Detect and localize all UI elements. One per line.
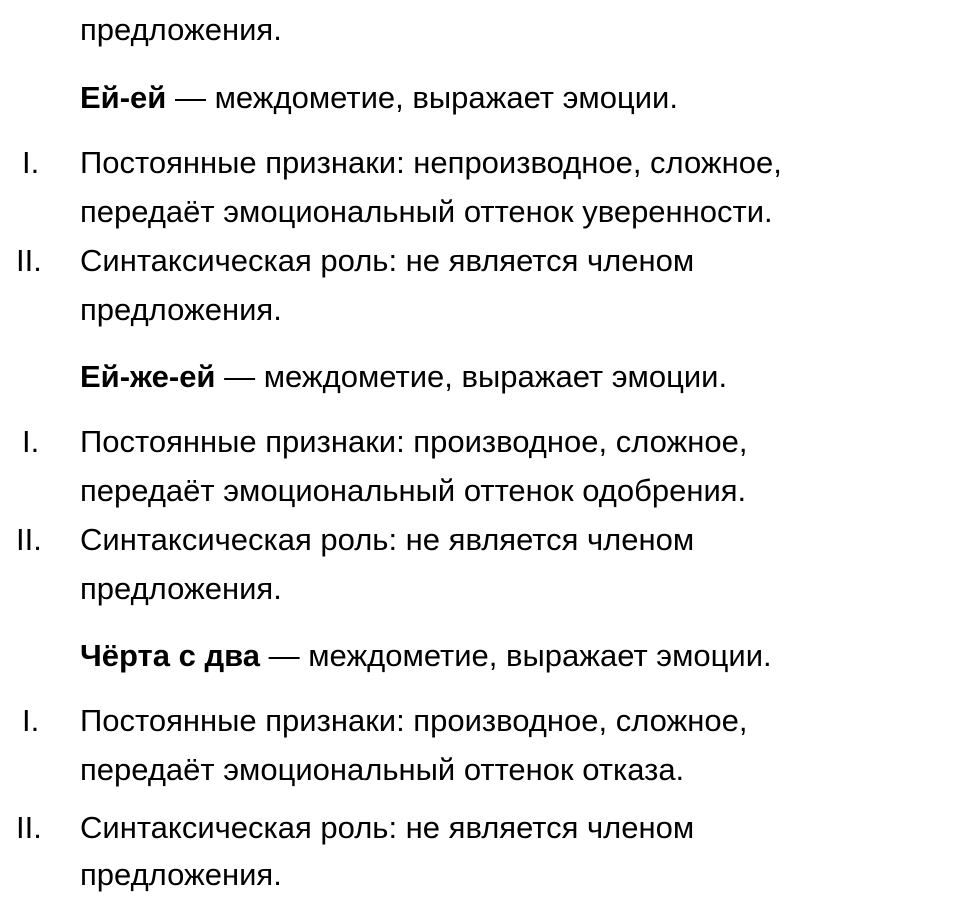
list-item-line: Синтаксическая роль: не является членом (80, 810, 695, 845)
list-item-line: Постоянные признаки: производное, сложное, (80, 703, 748, 738)
entry-definition: — междометие, выражает эмоции. (166, 80, 678, 115)
list-marker: II. (16, 810, 42, 845)
entry-heading (80, 638, 772, 674)
list-marker: I. (22, 703, 40, 738)
list-item-line: передаёт эмоциональный оттенок уверенности. (80, 194, 773, 229)
entry-term: Ей-же-ей (80, 359, 216, 394)
list-item-line: Синтаксическая роль: не является членом (80, 243, 695, 278)
list-item-line: предложения. (80, 571, 282, 606)
list-item-line: предложения. (80, 857, 282, 892)
list-marker: II. (16, 243, 42, 278)
list-item-line: передаёт эмоциональный оттенок отказа. (80, 752, 685, 787)
entry-definition: — междометие, выражает эмоции. (215, 359, 728, 394)
list-item-line: предложения. (80, 292, 282, 327)
entry-term: Ей-ей (80, 80, 167, 115)
list-item-line: Синтаксическая роль: не является членом (80, 522, 695, 557)
list-marker: II. (16, 522, 42, 557)
entry-heading (80, 80, 678, 116)
entry-definition: — междометие, выражает эмоции. (260, 638, 772, 673)
entry-term: Чёрта с два (80, 638, 261, 673)
list-item-line: Постоянные признаки: производное, сложное, (80, 424, 748, 459)
entry-heading (80, 359, 727, 395)
list-item-line: передаёт эмоциональный оттенок одобрения. (80, 473, 747, 508)
list-marker: I. (22, 145, 40, 180)
list-marker: I. (22, 424, 40, 459)
list-item-line: Постоянные признаки: непроизводное, сложное, (80, 145, 782, 180)
continuation-text: предложения. (80, 12, 282, 47)
